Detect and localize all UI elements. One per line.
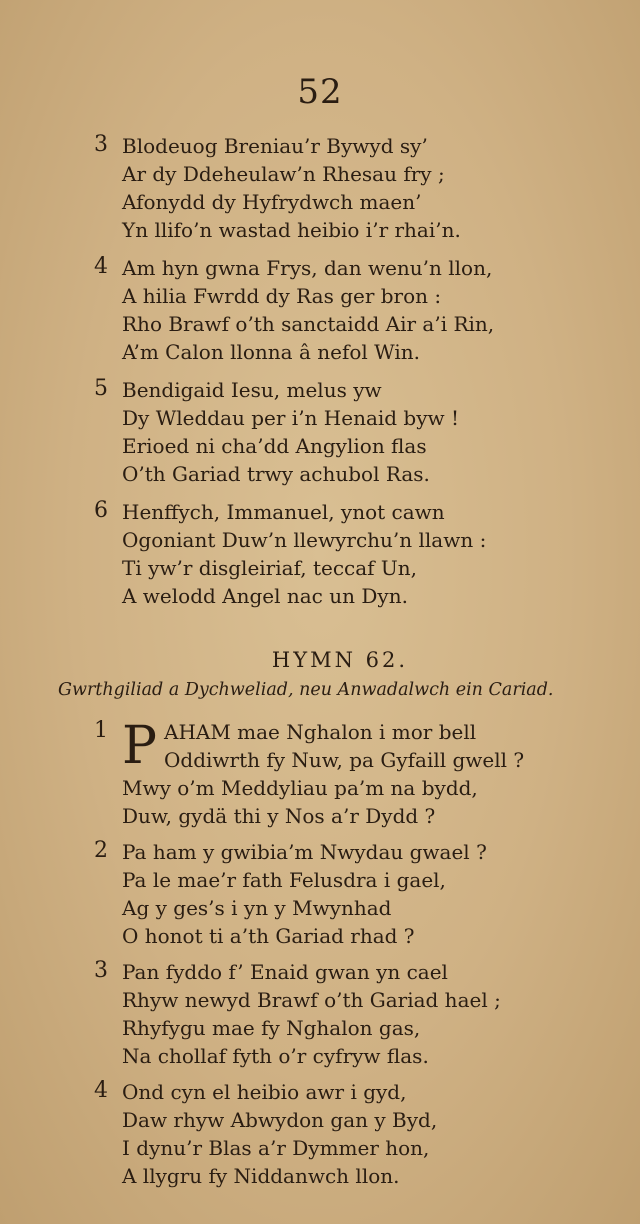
verse-line: Erioed ni cha’dd Angylion flas: [122, 434, 427, 458]
verse-line: Rhyfygu mae fy Nghalon gas,: [122, 1016, 421, 1040]
verse-line: Ogoniant Duw’n llewyrchu’n llawn :: [122, 528, 487, 552]
verse-line: O honot ti a’th Gariad rhad ?: [122, 924, 415, 948]
page-number: 52: [297, 72, 343, 112]
verse-line: A welodd Angel nac un Dyn.: [122, 584, 408, 608]
drop-cap: P: [122, 716, 157, 776]
verse-line: Pa le mae’r fath Felusdra i gael,: [122, 868, 446, 892]
hymn-stanza-4: [94, 1078, 614, 1190]
stanza-number: 4: [94, 1078, 108, 1103]
stanza-number: 3: [94, 958, 108, 983]
stanza-number: 3: [94, 132, 108, 157]
stanza-number: 4: [94, 254, 108, 279]
stanza-number: 5: [94, 376, 108, 401]
verse-line: Daw rhyw Abwydon gan y Byd,: [122, 1108, 438, 1132]
verse-line: Rhyw newyd Brawf o’th Gariad hael ;: [122, 988, 501, 1012]
stanza-3-top: [94, 132, 614, 244]
verse-line: Ond cyn el heibio awr i gyd,: [122, 1080, 407, 1104]
hymn-stanza-2: [94, 838, 614, 950]
verse-line: Ar dy Ddeheulaw’n Rhesau fry ;: [122, 162, 445, 186]
verse-line: A hilia Fwrdd dy Ras ger bron :: [122, 284, 442, 308]
verse-line: A’m Calon llonna â nefol Win.: [122, 340, 420, 364]
stanza-number: 1: [94, 718, 108, 743]
verse-line: Bendigaid Iesu, melus yw: [122, 378, 382, 402]
verse-line: Afonydd dy Hyfrydwch maen’: [122, 190, 422, 214]
verse-line: Na chollaf fyth o’r cyfryw flas.: [122, 1044, 429, 1068]
stanza-5-top: [94, 376, 614, 488]
hymn-subtitle: Gwrthgiliad a Dychweliad, neu Anwadalwch ein Cariad.: [58, 680, 554, 700]
stanza-number: 6: [94, 498, 108, 523]
hymn-stanza-3: [94, 958, 614, 1070]
verse-line: A llygru fy Niddanwch llon.: [122, 1164, 400, 1188]
verse-line: Henffych, Immanuel, ynot cawn: [122, 500, 445, 524]
stanza-6-top: [94, 498, 614, 610]
verse-line: Am hyn gwna Frys, dan wenu’n llon,: [122, 256, 493, 280]
verse-line: Oddiwrth fy Nuw, pa Gyfaill gwell ?: [164, 748, 525, 772]
verse-line: Ag y ges’s i yn y Mwynhad: [122, 896, 392, 920]
stanza-4-top: [94, 254, 614, 366]
verse-line: Pa ham y gwibia’m Nwydau gwael ?: [122, 840, 487, 864]
verse-line: Dy Wleddau per i’n Henaid byw !: [122, 406, 460, 430]
verse-line: Blodeuog Breniau’r Bywyd sy’: [122, 134, 428, 158]
hymn-title: HYMN 62.: [271, 648, 409, 672]
verse-line: Duw, gydä thi y Nos a’r Dydd ?: [122, 804, 436, 828]
verse-line: Yn llifo’n wastad heibio i’r rhai’n.: [122, 218, 461, 242]
verse-line: Pan fyddo f’ Enaid gwan yn cael: [122, 960, 448, 984]
verse-line: I dynu’r Blas a’r Dymmer hon,: [122, 1136, 430, 1160]
verse-line: Mwy o’m Meddyliau pa’m na bydd,: [122, 776, 478, 800]
verse-line: Ti yw’r disgleiriaf, teccaf Un,: [122, 556, 418, 580]
verse-line: Rho Brawf o’th sanctaidd Air a’i Rin,: [122, 312, 495, 336]
hymn-stanza-1: [94, 718, 614, 830]
verse-line: AHAM mae Nghalon i mor bell: [164, 720, 477, 744]
stanza-number: 2: [94, 838, 108, 863]
verse-line: O’th Gariad trwy achubol Ras.: [122, 462, 430, 486]
